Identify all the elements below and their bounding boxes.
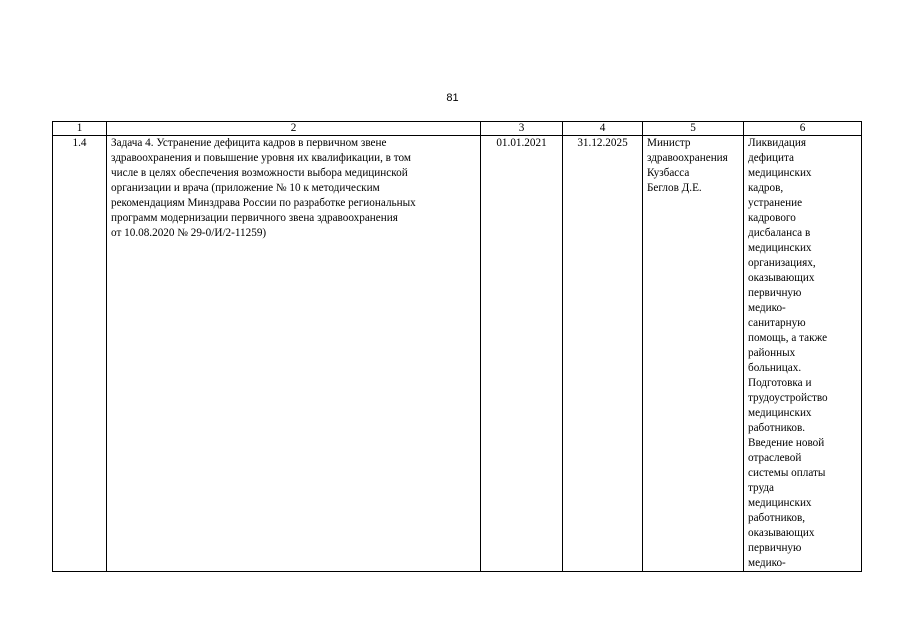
plan-table: [52, 121, 862, 572]
start-date: 01.01.2021: [481, 136, 563, 572]
text-line: организации и врача (приложение № 10 к методическим: [111, 182, 380, 194]
text-line: работников,: [748, 512, 806, 524]
text-line: первичную: [748, 542, 802, 554]
header-col-3: 3: [481, 122, 563, 136]
text-line: трудоустройство: [748, 392, 828, 404]
text-line: медико-: [748, 557, 786, 569]
text-line: дисбаланса в: [748, 227, 811, 239]
text-line: работников.: [748, 422, 806, 434]
text-line: больницах.: [748, 362, 802, 374]
text-line: от 10.08.2020 № 29-0/И/2-11259): [111, 227, 267, 239]
row-number: 1.4: [53, 136, 107, 572]
text-line: оказывающих: [748, 272, 815, 284]
text-line: дефицита: [748, 152, 794, 164]
text-line: районных: [748, 347, 796, 359]
text-line: Задача 4. Устранение дефицита кадров в первичном звене: [111, 137, 387, 149]
text-line: помощь, а также: [748, 332, 828, 344]
text-line: программ модернизации первичного звена здравоохранения: [111, 212, 398, 224]
text-line: медицинских: [748, 242, 812, 254]
table-row: [53, 136, 862, 572]
header-col-1: 1: [53, 122, 107, 136]
text-line: медико-: [748, 302, 786, 314]
text-line: Ликвидация: [748, 137, 807, 149]
responsible-person: [643, 136, 744, 572]
text-line: Беглов Д.Е.: [647, 182, 702, 194]
text-line: Кузбасса: [647, 167, 690, 179]
text-line: здравоохранения и повышение уровня их квалификации, в том: [111, 152, 411, 164]
text-line: системы оплаты: [748, 467, 826, 479]
text-line: Министр: [647, 137, 691, 149]
task-description: [107, 136, 481, 572]
text-line: кадров,: [748, 182, 784, 194]
header-row: [53, 122, 862, 136]
text-line: санитарную: [748, 317, 806, 329]
text-line: рекомендациям Минздрава России по разработке региональных: [111, 197, 416, 209]
text-line: оказывающих: [748, 527, 815, 539]
text-line: организациях,: [748, 257, 816, 269]
header-col-4: 4: [563, 122, 643, 136]
text-line: труда: [748, 482, 775, 494]
text-line: Подготовка и: [748, 377, 812, 389]
text-line: медицинских: [748, 497, 812, 509]
expected-result: [744, 136, 862, 572]
text-line: первичную: [748, 287, 802, 299]
text-line: устранение: [748, 197, 803, 209]
header-col-5: 5: [643, 122, 744, 136]
page-number: 81: [446, 92, 459, 104]
text-line: отраслевой: [748, 452, 802, 464]
text-line: Введение новой: [748, 437, 825, 449]
text-line: числе в целях обеспечения возможности выбора медицинской: [111, 167, 408, 179]
text-line: медицинских: [748, 167, 812, 179]
end-date: 31.12.2025: [563, 136, 643, 572]
header-col-2: 2: [107, 122, 481, 136]
text-line: медицинских: [748, 407, 812, 419]
header-col-6: 6: [744, 122, 862, 136]
text-line: кадрового: [748, 212, 796, 224]
text-line: здравоохранения: [647, 152, 728, 164]
